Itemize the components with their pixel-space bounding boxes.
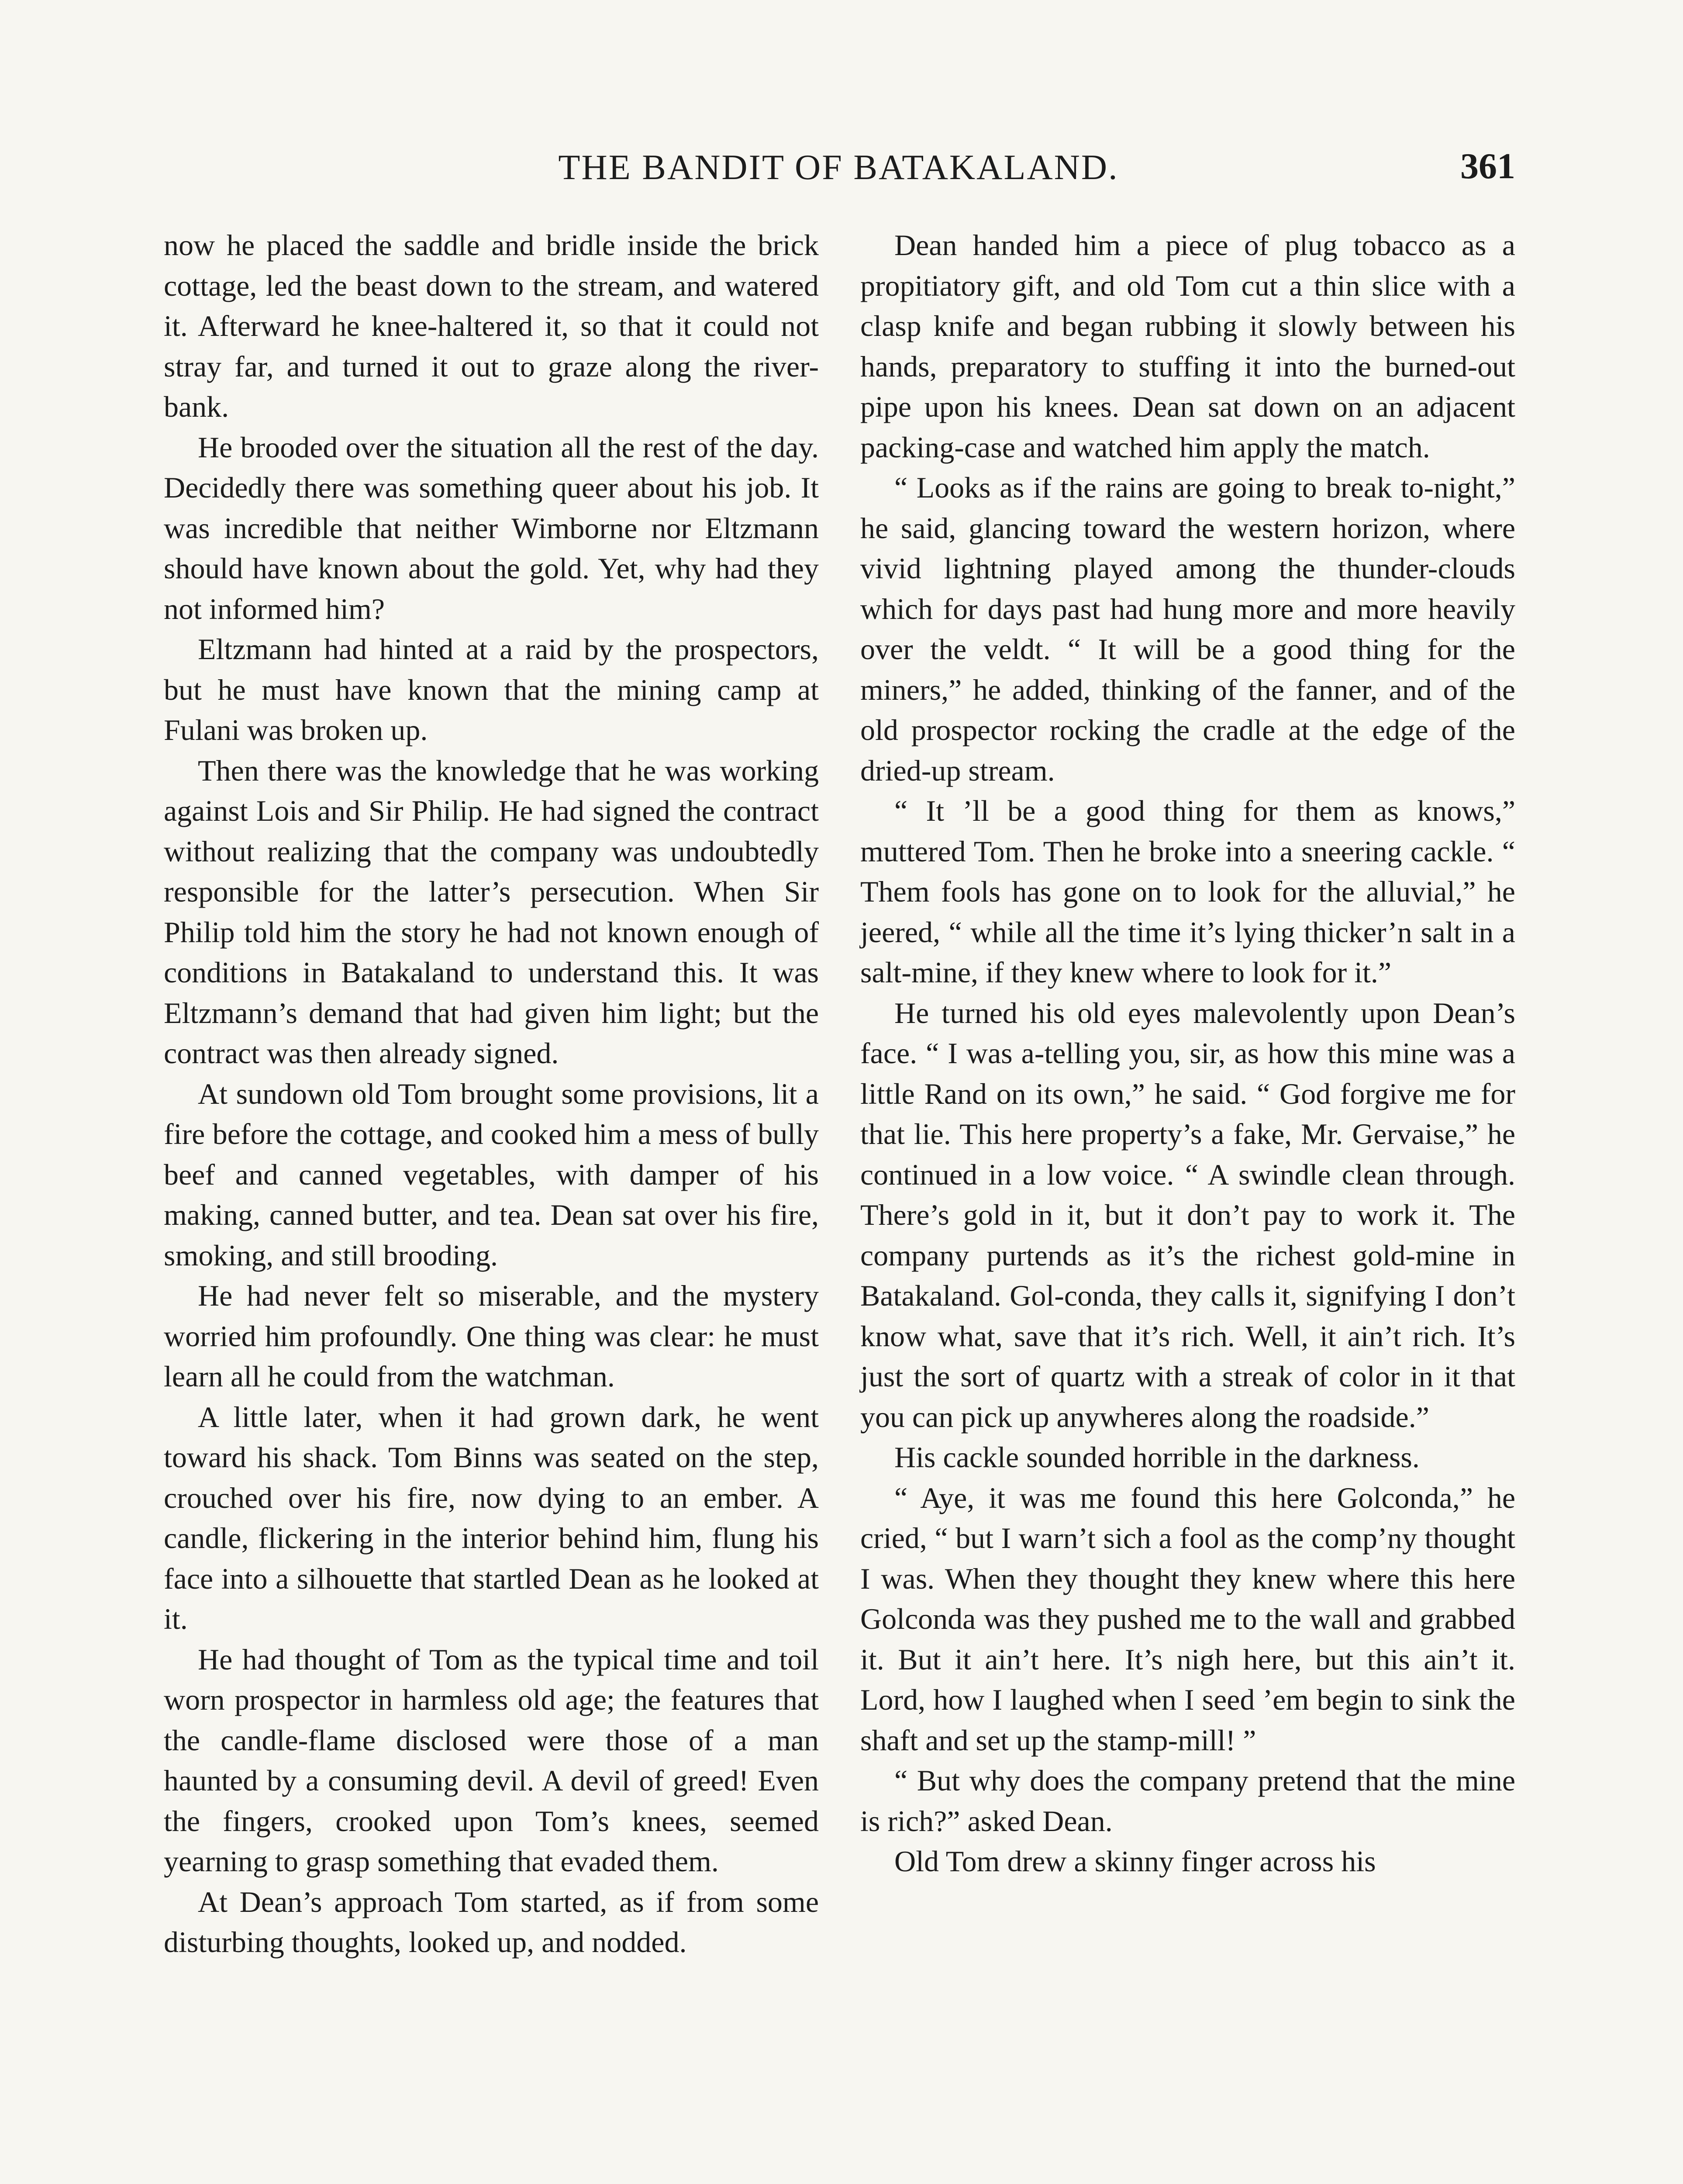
paragraph: Old Tom drew a skinny finger across his (894, 1845, 1376, 1878)
paragraph: now he placed the saddle and bridle inside the brick cottage, led the beast down to the stream, and watered it. Afterward he knee-haltered it, so that it could not stray far, and turned it out to graze along the river-bank. (164, 228, 819, 423)
paragraph: Then there was the knowledge that he was working against Lois and Sir Philip. He had signed the contract without realizing that the company was undoubtedly responsible for the latter’s persecution. When Sir Philip told him the story he had not known enough of conditions in Batakaland to understand this. It was Eltzmann’s demand that had given him light; but the contract was then already signed. (164, 753, 819, 1070)
paragraph: He had thought of Tom as the typical time and toil worn prospector in harmless old age; the features that the candle-flame disclosed were those of a man haunted by a consuming devil. A devil of greed! Even the fingers, crooked upon Tom’s knees, seemed yearning to grasp something that evaded them. (164, 1642, 819, 1878)
paragraph: “ But why does the company pretend that the mine is rich?” asked Dean. (860, 1764, 1515, 1838)
paragraph: His cackle sounded horrible in the darkness. (894, 1441, 1420, 1474)
paragraph: At Dean’s approach Tom started, as if from some disturbing thoughts, looked up, and nodded. (164, 1885, 819, 1959)
paragraph: At sundown old Tom brought some provisions, lit a fire before the cottage, and cooked him a mess of bully beef and canned vegetables, with damper of his making, canned butter, and tea. Dean sat over his fire, smoking, and still brooding. (164, 1077, 819, 1272)
paragraph: A little later, when it had grown dark, he went toward his shack. Tom Binns was seated on the step, crouched over his fire, now dying to an ember. A candle, flickering in the interior behind him, flung his face into a silhouette that startled Dean as he looked at it. (164, 1400, 819, 1635)
paragraph: Dean handed him a piece of plug tobacco as a propitiatory gift, and old Tom cut a thin slice with a clasp knife and began rubbing it slowly between his hands, preparatory to stuffing it into the burned-out pipe upon his knees. Dean sat down on an adjacent packing-case and watched him apply the match. (860, 228, 1515, 464)
paragraph: Eltzmann had hinted at a raid by the prospectors, but he must have known that the mining camp at Fulani was broken up. (164, 632, 819, 746)
paragraph: He brooded over the situation all the rest of the day. Decidedly there was something queer about his job. It was incredible that neither Wimborne nor Eltzmann should have known about the gold. Yet, why had they not informed him? (164, 430, 819, 625)
paragraph: “ It ’ll be a good thing for them as knows,” muttered Tom. Then he broke into a sneering cackle. “ Them fools has gone on to look for the alluvial,” he jeered, “ while all the time it’s lying thicker’n salt in a salt-mine, if they knew where to look for it.” (860, 794, 1515, 989)
left-column (164, 225, 819, 2184)
paragraph: “ Aye, it was me found this here Golconda,” he cried, “ but I warn’t sich a fool as the comp’ny thought I was. When they thought they knew where this here Golconda was they pushed me to the wall and grabbed it. But it ain’t here. It’s nigh here, but this ain’t it. Lord, how I laughed when I seed ’em begin to sink the shaft and set up the stamp-mill! ” (860, 1481, 1515, 1757)
paragraph: He had never felt so miserable, and the mystery worried him profoundly. One thing was clear: he must learn all he could from the watchman. (164, 1279, 819, 1393)
paragraph: “ Looks as if the rains are going to break to-night,” he said, glancing toward the western horizon, where vivid lightning played among the thunder-clouds which for days past had hung more and more heavily over the veldt. “ It will be a good thing for the miners,” he added, thinking of the fanner, and of the old prospector rocking the cradle at the edge of the dried-up stream. (860, 471, 1515, 787)
page-number: 361 (1460, 146, 1515, 187)
right-column (860, 225, 1515, 2184)
running-header (162, 147, 1515, 195)
running-title: THE BANDIT OF BATAKALAND. (558, 147, 1119, 187)
paragraph: He turned his old eyes malevolently upon Dean’s face. “ I was a-telling you, sir, as how this mine was a little Rand on its own,” he said. “ God forgive me for that lie. This here property’s a fake, Mr. Gervaise,” he continued in a low voice. “ A swindle clean through. There’s gold in it, but it don’t pay to work it. The company purtends as it’s the richest gold-mine in Batakaland. Gol-conda, they calls it, signifying I don’t know what, save that it’s rich. Well, it ain’t rich. It’s just the sort of quartz with a streak of color in it that you can pick up anywheres along the roadside.” (860, 996, 1515, 1434)
